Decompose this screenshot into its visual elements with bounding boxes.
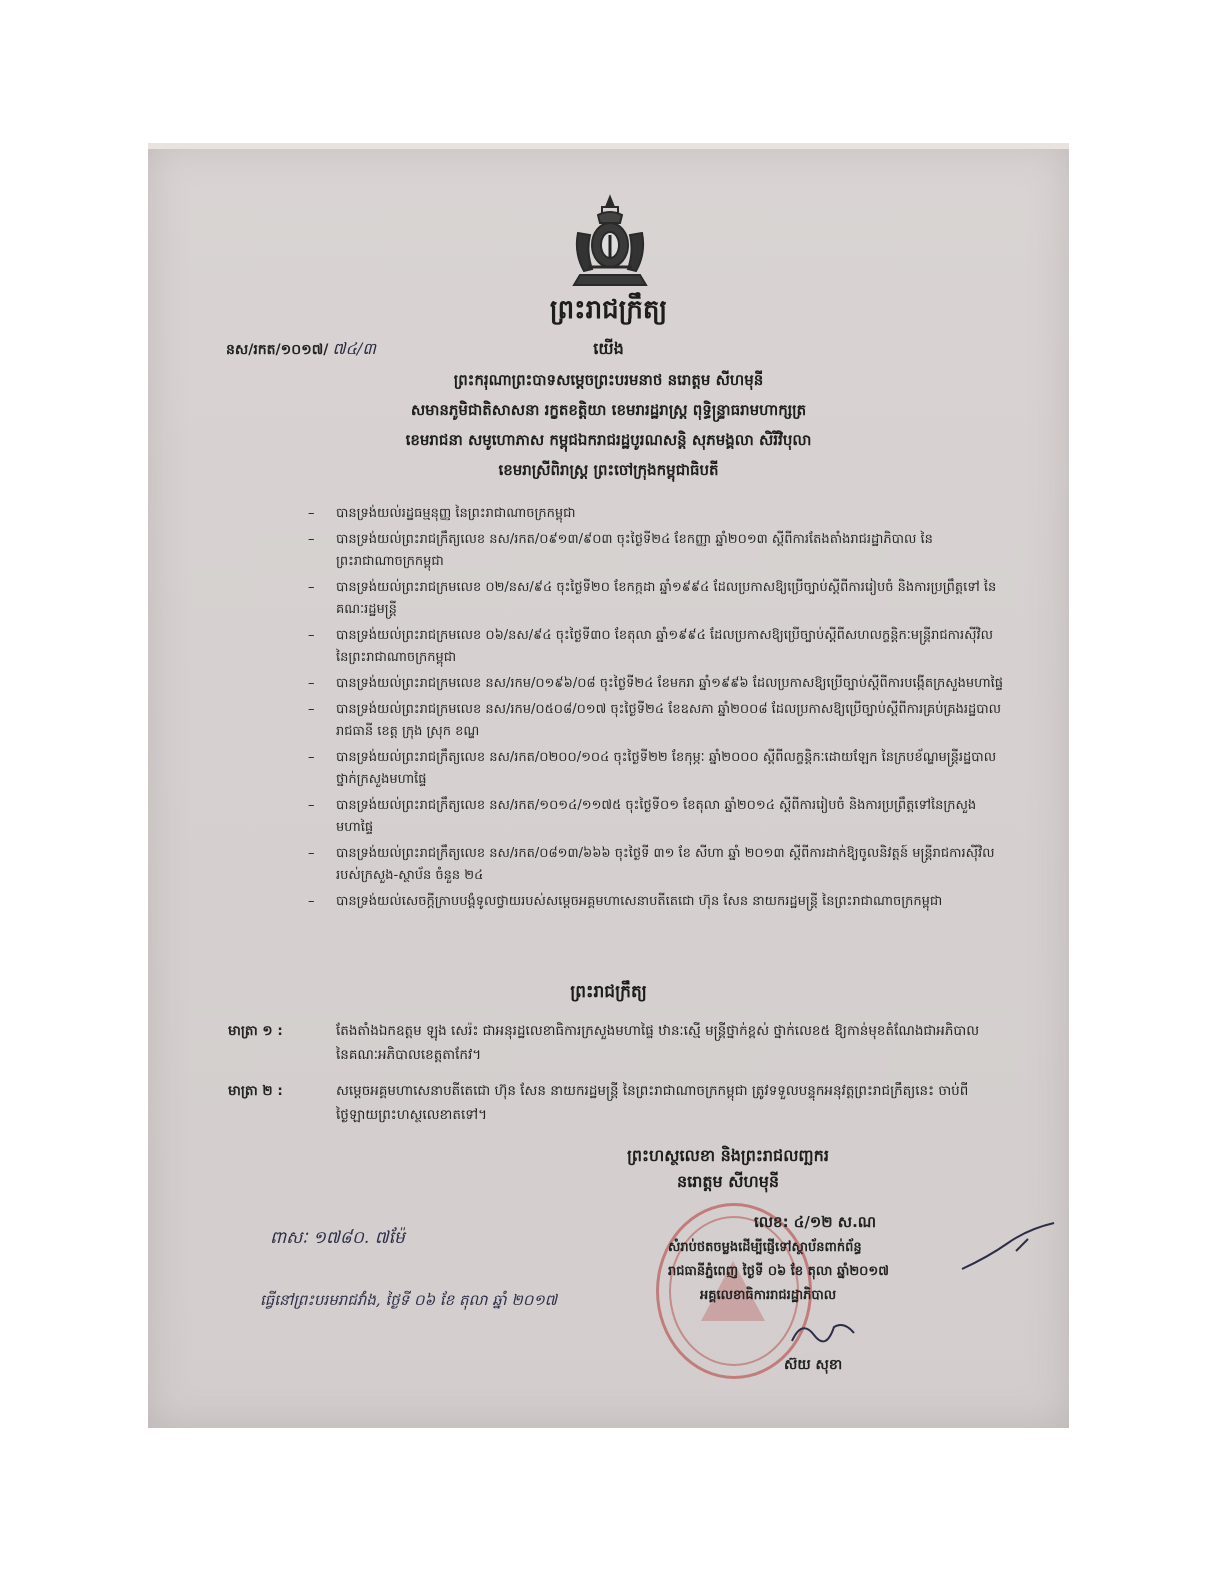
royal-title-line-1: ព្រះករុណាព្រះបាទសម្តេចព្រះបរមនាថ នរោត្តម សីហមុនី [453, 371, 764, 389]
considerations-list [308, 503, 1008, 917]
consideration-item: – បានទ្រង់យល់ព្រះរាជក្រឹត្យលេខ នស/រកត/០៩១៣/៩០៣ ចុះថ្ងៃទី២៤ ខែកញ្ញា ឆ្នាំ២០១៣ ស្តីពីការតែងតាំងរាជរដ្ឋាភិបាល នៃព្រះរាជាណាចក្រកម្ពុជា [308, 532, 933, 569]
scanned-document [148, 143, 1069, 1428]
signer-name: នរោត្តម សីហមុនី [676, 1172, 780, 1191]
secretary-name: ស៊យ សុខា [784, 1357, 843, 1373]
decree-title: ព្រះរាជក្រឹត្យ [549, 295, 668, 325]
consideration-item: – បានទ្រង់យល់ព្រះរាជក្រឹត្យលេខ នស/រកត/០៨១៣/៦៦៦ ចុះថ្ងៃទី ៣១ ខែ សីហា ឆ្នាំ ២០១៣ ស្តីពីការដាក់ឱ្យចូលនិវត្តន៍ មន្ត្រីរាជការស៊ីវិល របស់ក្រសួង-ស្ថាប័ន ចំនួន ២៤ [308, 846, 995, 883]
royal-coat-of-arms-emblem [568, 193, 652, 293]
article-2 [228, 1079, 1008, 1127]
article-2-text: សម្តេចអគ្គមហាសេនាបតីតេជោ ហ៊ុន សែន នាយករដ្ឋមន្ត្រី នៃព្រះរាជាណាចក្រកម្ពុជា ត្រូវទទួលបន្ទុកអនុវត្តព្រះរាជក្រឹត្យនេះ ចាប់ពីថ្ងៃឡាយព្រះហស្ថលេខាតទៅ។ [336, 1083, 969, 1123]
consideration-item: – បានទ្រង់យល់ព្រះរាជក្រមលេខ ០៦/នស/៩៤ ចុះថ្ងៃទី៣០ ខែតុលា ឆ្នាំ១៩៩៤ ដែលប្រកាសឱ្យប្រើច្បាប់ស្តីពីសហលក្ខន្តិកៈមន្ត្រីរាជការស៊ីវិល នៃព្រះរាជាណាចក្រកម្ពុជា [308, 628, 994, 665]
copy-number: លេខ: ៤/១២ ស.ណ [754, 1213, 877, 1231]
signer-title: ព្រះហស្ថលេខា និងព្រះរាជលញ្ឆករ [627, 1146, 829, 1165]
royal-title-line-3: ខេមរាជនា សមូហោភាស កម្ពុជឯករាជរដ្ឋបូរណសន្តិ សុភមង្គលា សិរីវិបុលា [405, 431, 812, 449]
paper-edge [148, 143, 1069, 149]
decree-number-label: នស/រកត/១០១៧/ [226, 342, 329, 358]
article-1-label: មាត្រា ១ : [228, 1023, 283, 1039]
consideration-item: – បានទ្រង់យល់ព្រះរាជក្រឹត្យលេខ នស/រកត/០២០០/១០៤ ចុះថ្ងៃទី២២ ខែកុម្ភៈ ឆ្នាំ២០០០ ស្តីពីលក្ខន្តិកៈដោយឡែក នៃក្របខ័ណ្ឌមន្ត្រីរដ្ឋបាលថ្នាក់ក្រសួងមហាផ្ទៃ [308, 750, 997, 787]
secretary-signature [788, 1313, 858, 1349]
handwritten-date: ពាសៈ ១៧៨០. ៧ម៉ែ [270, 1228, 405, 1248]
we-heading: យើង [593, 339, 624, 358]
decree-number-handwritten: ៧៤/៣ [332, 339, 376, 358]
article-2-label: មាត្រា ២ : [228, 1083, 283, 1099]
consideration-item: – បានទ្រង់យល់រដ្ឋធម្មនុញ្ញ នៃព្រះរាជាណាចក្រកម្ពុជា [308, 506, 576, 521]
signature-stroke [958, 1217, 1058, 1277]
stamp-line-2: រាជធានីភ្នំពេញ ថ្ងៃទី ០៦ ខែ តុលា ឆ្នាំ២០១៧ [668, 1264, 889, 1279]
consideration-item: – បានទ្រង់យល់សេចក្តីក្រាបបង្គំទូលថ្វាយរបស់សម្តេចអគ្គមហាសេនាបតីតេជោ ហ៊ុន សែន នាយករដ្ឋមន្ត្រី នៃព្រះរាជាណាចក្រកម្ពុជា [308, 894, 943, 909]
consideration-item: – បានទ្រង់យល់ព្រះរាជក្រមលេខ ០២/នស/៩៤ ចុះថ្ងៃទី២០ ខែកក្កដា ឆ្នាំ១៩៩៤ ដែលប្រកាសឱ្យប្រើច្បាប់ស្តីពីការរៀបចំ និងការប្រព្រឹត្តទៅ នៃគណៈរដ្ឋមន្ត្រី [308, 580, 997, 617]
article-1 [228, 1019, 1008, 1067]
royal-title-line-2: សមានភូមិជាតិសាសនា រក្ខតខត្តិយា ខេមរារដ្ឋរាស្ត្រ ពុទ្ធិន្ទ្រាធរាមហាក្សត្រ [410, 401, 807, 419]
consideration-item: – បានទ្រង់យល់ព្រះរាជក្រឹត្យលេខ នស/រកត/១០១៤/១១៧៥ ចុះថ្ងៃទី០១ ខែតុលា ឆ្នាំ២០១៤ ស្តីពីការរៀបចំ និងការប្រព្រឹត្តទៅនៃក្រសួងមហាផ្ទៃ [308, 798, 977, 835]
stamp-line-1: សំរាប់ថតចម្លងដើម្បីផ្ញើទៅស្ថាប័នពាក់ព័ន្ធ [668, 1240, 862, 1255]
stamp-line-3: អគ្គលេខាធិការរាជរដ្ឋាភិបាល [700, 1288, 837, 1303]
order-heading: ព្រះរាជក្រឹត្យ [570, 982, 647, 1002]
royal-title-line-4: ខេមរាស្រីពិរាស្ត្រ ព្រះចៅក្រុងកម្ពុជាធិបតី [498, 461, 719, 479]
article-1-text: តែងតាំងឯកឧត្តម ឡុង សេរ៉ះ ជាអនុរដ្ឋលេខាធិការក្រសួងមហាផ្ទៃ ឋានៈស្មើ មន្ត្រីថ្នាក់ខ្ពស់ ថ្នាក់លេខ៥ ឱ្យកាន់មុខតំណែងជាអភិបាល នៃគណៈអភិបាលខេត្តតាកែវ។ [336, 1023, 980, 1063]
consideration-item: – បានទ្រង់យល់ព្រះរាជក្រមលេខ នស/រកម/០១៩៦/០៨ ចុះថ្ងៃទី២៤ ខែមករា ឆ្នាំ១៩៩៦ ដែលប្រកាសឱ្យប្រើច្បាប់ស្តីពីការបង្កើតក្រសួងមហាផ្ទៃ [308, 676, 1003, 691]
consideration-item: – បានទ្រង់យល់ព្រះរាជក្រមលេខ នស/រកម/០៥០៨/០១៧ ចុះថ្ងៃទី២៤ ខែឧសភា ឆ្នាំ២០០៨ ដែលប្រកាសឱ្យប្រើច្បាប់ស្តីពីការគ្រប់គ្រងរដ្ឋបាលរាជធានី ខេត្ត ក្រុង ស្រុក ខណ្ឌ [308, 702, 1002, 739]
place-and-date: ធ្វើនៅព្រះបរមរាជវាំង, ថ្ងៃទី ០៦ ខែ តុលា ឆ្នាំ ២០១៧ [260, 1291, 557, 1309]
